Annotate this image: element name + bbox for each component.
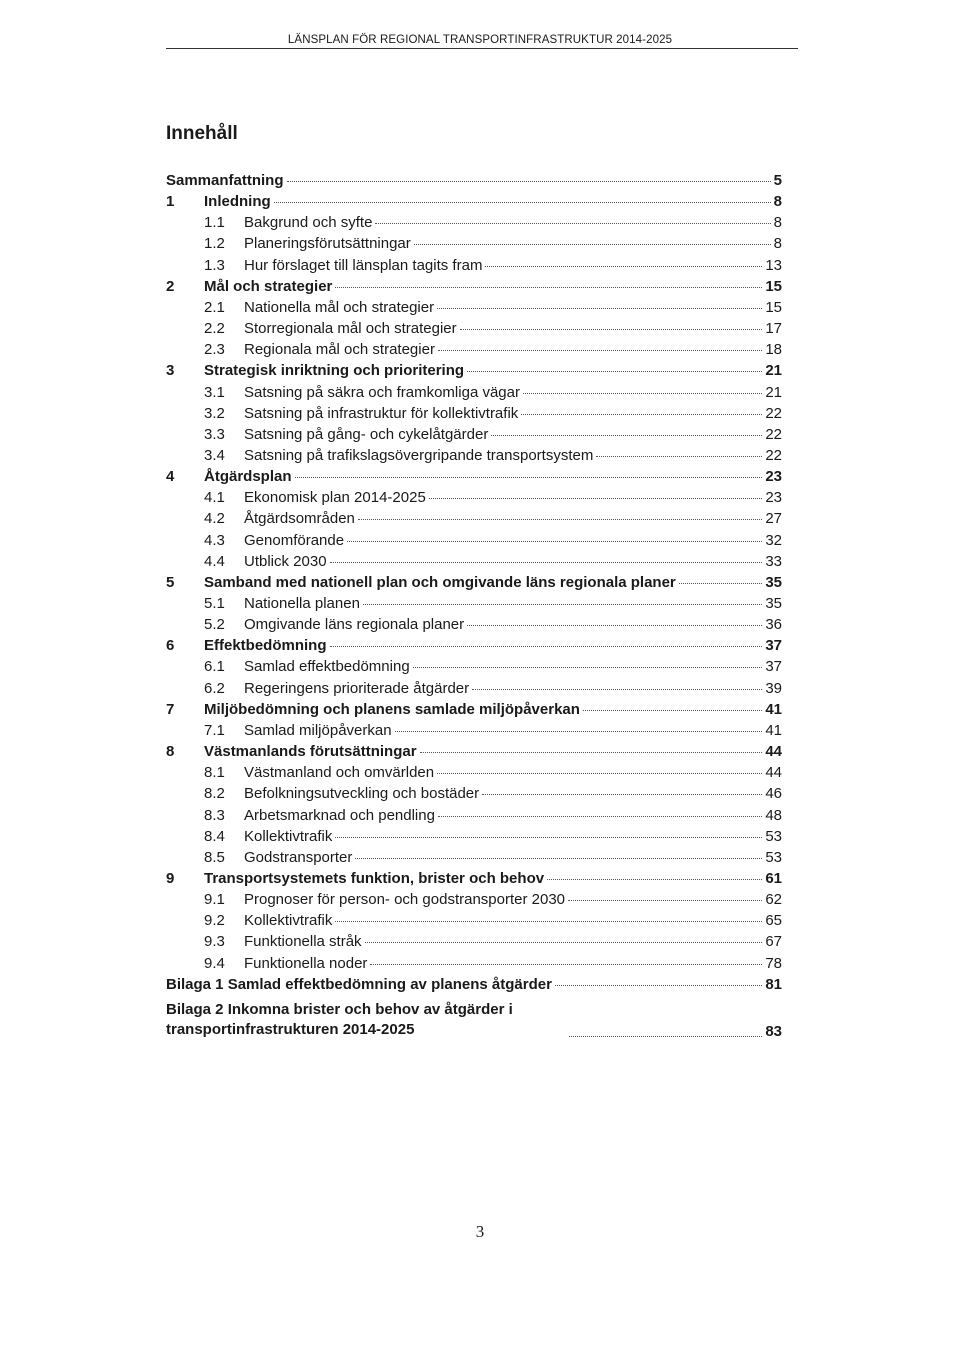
toc-entry-number: 7.1 (204, 721, 225, 739)
toc-entry-page: 23 (765, 489, 782, 507)
toc-entry[interactable] (166, 278, 782, 298)
toc-entry-title: Effektbedömning (204, 637, 327, 655)
toc-entry[interactable] (204, 722, 782, 742)
toc-entry-page: 22 (765, 404, 782, 422)
toc-entry-title: Satsning på gång- och cykelåtgärder (244, 425, 489, 443)
toc-entry-title: Samlad effektbedömning (244, 658, 410, 676)
toc-entry[interactable] (166, 574, 782, 594)
toc-entry-number: 3.4 (204, 446, 225, 464)
toc-entry-page: 36 (765, 616, 782, 634)
toc-entry-page: 21 (765, 383, 782, 401)
toc-entry-title: Utblick 2030 (244, 552, 327, 570)
toc-entry-title: Bilaga 1 Samlad effektbedömning av planens åtgärder (166, 975, 552, 993)
toc-dot-leader (287, 181, 771, 182)
toc-dot-leader (365, 942, 763, 943)
toc-entry[interactable] (204, 828, 782, 848)
toc-entry[interactable] (166, 172, 782, 192)
toc-entry-number: 8.4 (204, 827, 225, 845)
toc-entry-page: 8 (773, 235, 782, 253)
toc-dot-leader (438, 350, 762, 351)
toc-dot-leader (679, 583, 763, 584)
toc-dot-leader (438, 816, 762, 817)
toc-dot-leader (414, 244, 771, 245)
toc-entry-title: Satsning på infrastruktur för kollektivtrafik (244, 404, 519, 422)
toc-entry-page: 62 (765, 891, 782, 909)
toc-entry[interactable] (204, 955, 782, 975)
toc-entry[interactable] (204, 891, 782, 911)
toc-entry[interactable] (204, 532, 782, 552)
toc-entry-number: 9.2 (204, 912, 225, 930)
toc-entry-title: Västmanlands förutsättningar (204, 743, 417, 761)
toc-entry[interactable] (204, 320, 782, 340)
toc-dot-leader (467, 625, 762, 626)
toc-entry-page: 41 (765, 700, 782, 718)
toc-entry-title: Kollektivtrafik (244, 827, 333, 845)
toc-entry-number: 3.3 (204, 425, 225, 443)
toc-entry-number: 2.2 (204, 320, 225, 338)
toc-dot-leader (437, 773, 762, 774)
toc-entry-page: 44 (765, 764, 782, 782)
toc-entry-number: 5 (166, 573, 175, 591)
toc-entry-title: Hur förslaget till länsplan tagits fram (244, 256, 483, 274)
toc-entry-number: 6 (166, 637, 175, 655)
toc-entry-page: 39 (765, 679, 782, 697)
toc-entry-page: 15 (765, 298, 782, 316)
toc-entry-number: 1 (166, 193, 175, 211)
toc-entry-number: 2.3 (204, 341, 225, 359)
toc-dot-leader (596, 456, 762, 457)
toc-entry-number: 9.3 (204, 933, 225, 951)
toc-dot-leader (437, 308, 762, 309)
toc-entry-number: 4.3 (204, 531, 225, 549)
toc-entry-title: Funktionella stråk (244, 933, 362, 951)
toc-entry-title: Satsning på trafikslagsövergripande transportsystem (244, 446, 594, 464)
toc-entry-number: 4 (166, 468, 175, 486)
toc-entry[interactable] (166, 870, 782, 890)
toc-dot-leader (523, 393, 762, 394)
toc-entry-title: Storregionala mål och strategier (244, 320, 457, 338)
toc-entry-number: 5.1 (204, 595, 225, 612)
toc-entry-title: Funktionella noder (244, 954, 368, 972)
toc-dot-leader (568, 900, 762, 901)
toc-dot-leader (472, 689, 762, 690)
toc-dot-leader (330, 646, 763, 647)
toc-entry[interactable] (204, 489, 782, 509)
toc-entry-number: 3.2 (204, 404, 225, 422)
toc-entry-page: 83 (765, 1022, 782, 1040)
toc-entry-page: 37 (765, 637, 782, 655)
toc-entry[interactable] (204, 785, 782, 805)
toc-entry-number: 4.1 (204, 489, 225, 507)
toc-entry-title: Bilaga 2 Inkomna brister och behov av åtgärder i transportinfrastrukturen 2014-2025 (166, 1000, 513, 1038)
header-rule (166, 48, 798, 49)
toc-entry[interactable] (204, 849, 782, 869)
toc-entry-number: 8.1 (204, 764, 225, 782)
toc-dot-leader (491, 435, 762, 436)
toc-entry-number: 8.3 (204, 806, 225, 824)
toc-entry[interactable] (204, 299, 782, 319)
toc-entry[interactable] (166, 976, 782, 996)
toc-dot-leader (521, 414, 762, 415)
toc-dot-leader (413, 667, 763, 668)
toc-entry-page: 48 (765, 806, 782, 824)
toc-entry-page: 67 (765, 933, 782, 951)
toc-entry[interactable] (204, 553, 782, 573)
toc-dot-leader (395, 731, 763, 732)
toc-entry[interactable] (204, 405, 782, 425)
toc-entry-title: Satsning på säkra och framkomliga vägar (244, 383, 520, 401)
toc-entry-page: 61 (765, 869, 782, 887)
toc-entry[interactable] (204, 764, 782, 784)
page-number: 3 (475, 1222, 485, 1241)
toc-heading: Innehåll (166, 123, 238, 144)
toc-entry-page: 22 (765, 425, 782, 443)
toc-entry-page: 17 (765, 320, 782, 338)
toc-entry-title: Prognoser för person- och godstransporter 2030 (244, 891, 566, 909)
toc-entry-number: 1.3 (204, 256, 225, 274)
toc-dot-leader (330, 562, 763, 563)
toc-entry-title: Inledning (204, 193, 271, 211)
toc-entry-title: Bakgrund och syfte (244, 214, 373, 232)
toc-entry-number: 3.1 (204, 383, 225, 401)
toc-entry-title: Befolkningsutveckling och bostäder (244, 785, 480, 803)
toc-entry-number: 9 (166, 869, 175, 887)
toc-entry-number: 2 (166, 277, 175, 295)
toc-entry-title: Planeringsförutsättningar (244, 235, 411, 253)
toc-entry-title: Kollektivtrafik (244, 912, 333, 930)
toc-entry-title: Genomförande (244, 531, 345, 549)
toc-entry-page: 8 (773, 214, 782, 232)
toc-entry-page: 21 (765, 362, 782, 380)
toc-entry-title: Nationella mål och strategier (244, 298, 435, 316)
toc-entry[interactable] (204, 807, 782, 827)
toc-entry-page: 81 (765, 975, 782, 993)
toc-dot-leader (482, 794, 762, 795)
toc-dot-leader (274, 202, 771, 203)
toc-entry-page: 5 (773, 172, 782, 189)
toc-dot-leader (335, 921, 762, 922)
toc-dot-leader (460, 329, 763, 330)
toc-dot-leader (295, 477, 763, 478)
toc-entry-title: Strategisk inriktning och prioritering (204, 362, 465, 380)
toc-entry[interactable] (166, 468, 782, 488)
toc-entry[interactable] (204, 384, 782, 404)
toc-entry-page: 35 (765, 595, 782, 612)
toc-entry-title: Åtgärdsplan (204, 468, 292, 486)
toc-entry-number: 8 (166, 743, 175, 761)
toc-entry-number: 1.2 (204, 235, 225, 253)
toc-dot-leader (569, 1036, 762, 1037)
toc-entry-title: Miljöbedömning och planens samlade miljöpåverkan (204, 700, 580, 718)
toc-entry-page: 22 (765, 446, 782, 464)
toc-entry[interactable] (166, 637, 782, 657)
toc-entry[interactable] (166, 743, 782, 763)
toc-entry-page: 13 (765, 256, 782, 274)
toc-entry-number: 8.2 (204, 785, 225, 803)
toc-entry-page: 35 (765, 573, 782, 591)
toc-entry-number: 8.5 (204, 848, 225, 866)
toc-entry-page: 44 (765, 743, 782, 761)
toc-entry-page: 18 (765, 341, 782, 359)
toc-entry-title: Västmanland och omvärlden (244, 764, 435, 782)
toc-entry-number: 5.2 (204, 616, 225, 634)
toc-entry-title: Transportsystemets funktion, brister och behov (204, 869, 545, 887)
toc-entry-page: 37 (765, 658, 782, 676)
toc-entry[interactable] (166, 701, 782, 721)
toc-entry-title: Regionala mål och strategier (244, 341, 435, 359)
toc-entry-title: Ekonomisk plan 2014-2025 (244, 489, 426, 507)
toc-dot-leader (335, 287, 762, 288)
toc-entry-page: 27 (765, 510, 782, 528)
toc-entry-page: 78 (765, 954, 782, 972)
running-header: LÄNSPLAN FÖR REGIONAL TRANSPORTINFRASTRUKTUR 2014-2025 (287, 34, 673, 46)
toc-entry[interactable] (204, 447, 782, 467)
toc-entry-title: Samband med nationell plan och omgivande läns regionala planer (204, 573, 676, 591)
toc-entry[interactable] (204, 257, 782, 277)
toc-entry-page: 41 (765, 721, 782, 739)
toc-entry[interactable] (204, 912, 782, 932)
toc-entry-title: Samlad miljöpåverkan (244, 721, 392, 739)
toc-dot-leader (370, 964, 762, 965)
toc-entry-page: 8 (773, 193, 782, 211)
toc-entry-page: 65 (765, 912, 782, 930)
toc-entry[interactable] (204, 235, 782, 255)
toc-entry[interactable] (204, 658, 782, 678)
toc-dot-leader (467, 371, 762, 372)
toc-entry-title: Åtgärdsområden (244, 510, 355, 528)
toc-entry-title: Godstransporter (244, 848, 353, 866)
toc-entry-title: Mål och strategier (204, 277, 333, 295)
toc-dot-leader (429, 498, 763, 499)
toc-entry-title: Sammanfattning (166, 172, 284, 189)
toc-entry[interactable] (166, 362, 782, 382)
toc-entry[interactable] (204, 426, 782, 446)
toc-entry-title: Omgivande läns regionala planer (244, 616, 465, 634)
toc-entry-number: 2.1 (204, 298, 225, 316)
toc-entry-number: 7 (166, 700, 175, 718)
toc-dot-leader (547, 879, 762, 880)
toc-entry-page: 32 (765, 531, 782, 549)
toc-dot-leader (485, 266, 762, 267)
toc-entry-number: 9.1 (204, 891, 225, 909)
toc-entry-title: Regeringens prioriterade åtgärder (244, 679, 470, 697)
toc-dot-leader (335, 837, 762, 838)
toc-entry-number: 1.1 (204, 214, 225, 232)
toc-entry[interactable] (166, 193, 782, 213)
toc-dot-leader (375, 223, 770, 224)
toc-entry-number: 6.1 (204, 658, 225, 676)
toc-entry-page: 33 (765, 552, 782, 570)
toc-entry[interactable] (204, 595, 782, 615)
toc-entry[interactable] (204, 616, 782, 636)
toc-entry-number: 6.2 (204, 679, 225, 697)
toc-entry-page: 53 (765, 848, 782, 866)
toc-dot-leader (358, 519, 762, 520)
toc-dot-leader (583, 710, 762, 711)
toc-entry[interactable] (166, 998, 782, 1040)
toc-dot-leader (420, 752, 763, 753)
toc-dot-leader (555, 985, 762, 986)
toc-entry-page: 53 (765, 827, 782, 845)
toc-entry-number: 4.4 (204, 552, 225, 570)
toc-entry-number: 9.4 (204, 954, 225, 972)
toc-entry[interactable] (204, 510, 782, 530)
toc-entry-number: 4.2 (204, 510, 225, 528)
toc-entry[interactable] (204, 680, 782, 700)
toc-entry-title: Nationella planen (244, 595, 360, 612)
toc-entry-title: Arbetsmarknad och pendling (244, 806, 435, 824)
toc-dot-leader (355, 858, 762, 859)
toc-dot-leader (363, 604, 762, 605)
toc-entry-page: 15 (765, 277, 782, 295)
toc-entry[interactable] (204, 214, 782, 234)
toc-entry[interactable] (204, 341, 782, 361)
toc-entry-page: 46 (765, 785, 782, 803)
toc-dot-leader (347, 541, 762, 542)
toc-entry-number: 3 (166, 362, 175, 380)
toc-entry-page: 23 (765, 468, 782, 486)
toc-entry[interactable] (204, 933, 782, 953)
